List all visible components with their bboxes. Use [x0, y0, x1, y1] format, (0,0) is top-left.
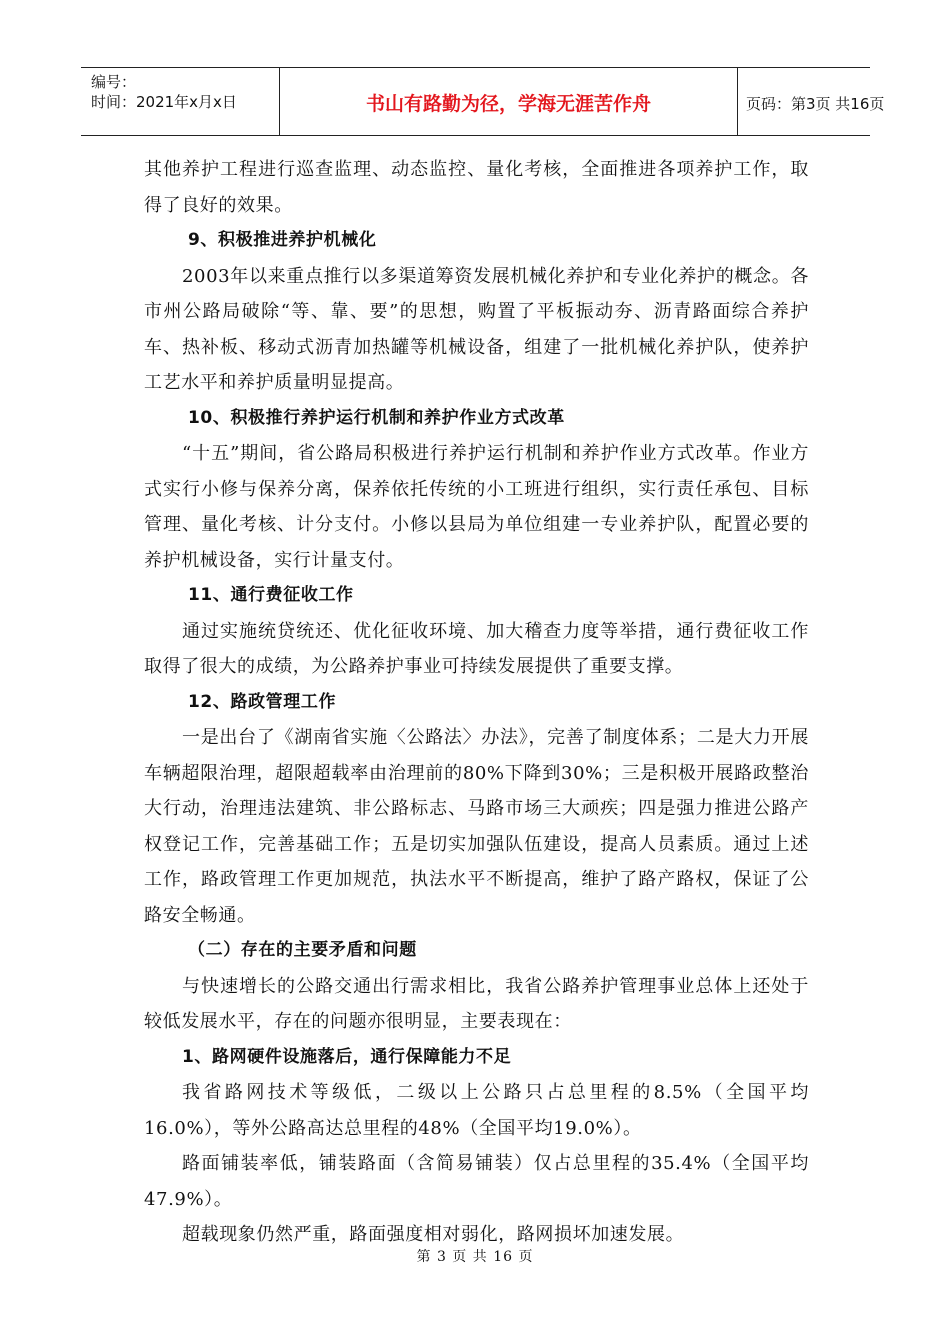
document-header [81, 67, 885, 136]
heading-section-2: （二）存在的主要矛盾和问题 [188, 940, 417, 960]
paragraph-paving: 路面铺装率低，铺装路面（含简易铺装）仅占总里程的35.4%（全国平均47.9%）。 [144, 1153, 809, 1210]
heading-problem-1: 1、路网硬件设施落后，通行保障能力不足 [182, 1046, 512, 1067]
heading-10: 10、积极推行养护运行机制和养护作业方式改革 [188, 407, 565, 428]
paragraph-problems-intro: 与快速增长的公路交通出行需求相比，我省公路养护管理事业总体上还处于较低发展水平，存在的问题亦很明显，主要表现在： [144, 975, 809, 1032]
document-number-label: 编号： [91, 73, 137, 91]
heading-9: 9、积极推进养护机械化 [188, 230, 377, 250]
header-page-info: 页码：第3页 共16页 [746, 95, 885, 113]
paragraph-mechanization: 2003年以来重点推行以多渠道筹资发展机械化养护和专业化养护的概念。各市州公路局破除“等、靠、要”的思想，购置了平板振动夯、沥青路面综合养护车、热补板、移动式沥青加热罐等机械设备，组建了一批机械化养护队，使养护工艺水平和养护质量明显提高。 [144, 265, 809, 393]
heading-12: 12、路政管理工作 [188, 691, 337, 712]
paragraph-overload: 超载现象仍然严重，路面强度相对弱化，路网损坏加速发展。 [182, 1224, 685, 1245]
document-body [144, 152, 809, 1253]
heading-11: 11、通行费征收工作 [188, 585, 354, 605]
page-footer: 第 3 页 共 16 页 [416, 1249, 534, 1265]
paragraph-toll: 通过实施统贷统还、优化征收环境、加大稽查力度等举措，通行费征收工作取得了很大的成绩，为公路养护事业可持续发展提供了重要支撑。 [144, 620, 809, 677]
header-motto-cell [279, 68, 738, 135]
paragraph-reform: “十五”期间，省公路局积极进行养护运行机制和养护作业方式改革。作业方式实行小修与保养分离，保养依托传统的小工班进行组织，实行责任承包、目标管理、量化考核、计分支付。小修以县局为单位组建一专业养护队，配置必要的养护机械设备，实行计量支付。 [144, 443, 809, 571]
header-motto: 书山有路勤为径，学海无涯苦作舟 [365, 93, 651, 115]
paragraph-grade: 我省路网技术等级低，二级以上公路只占总里程的8.5%（全国平均16.0%），等外公路高达总里程的48%（全国平均19.0%）。 [144, 1082, 809, 1139]
paragraph-road-admin: 一是出台了《湖南省实施〈公路法〉办法》，完善了制度体系；二是大力开展车辆超限治理，超限超载率由治理前的80%下降到30%；三是积极开展路政整治大行动，治理违法建筑、非公路标志、马路市场三大顽疾；四是强力推进公路产权登记工作，完善基础工作；五是切实加强队伍建设，提高人员素质。通过上述工作，路政管理工作更加规范，执法水平不断提高，维护了路产路权，保证了公路安全畅通。 [144, 727, 809, 926]
header-left-cell [81, 68, 279, 135]
header-page-cell [738, 68, 885, 135]
document-time-label: 时间：2021年x月x日 [91, 93, 237, 111]
paragraph-continuation: 其他养护工程进行巡查监理、动态监控、量化考核，全面推进各项养护工作，取得了良好的效果。 [144, 159, 809, 216]
